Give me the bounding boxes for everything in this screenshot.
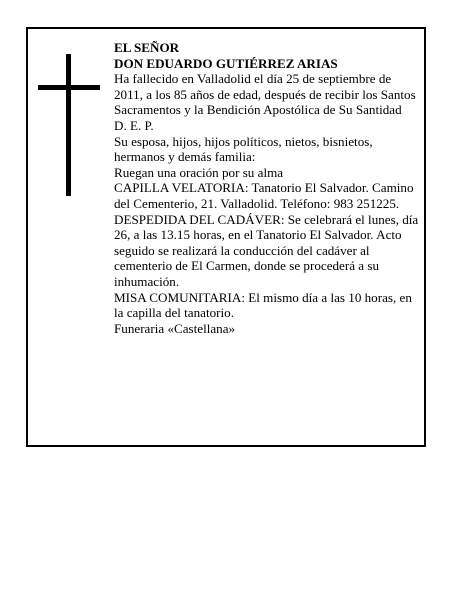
obituary-notice (26, 27, 426, 447)
prayer-request: Ruegan una oración por su alma (114, 164, 284, 180)
farewell-info: DESPEDIDA DEL CADÁVER: Se celebrará el lunes, día 26, a las 13.15 horas, en el Tanatorio El Salvador. Acto seguido se realizará la conducción del cadáver al cementerio de El Carmen, donde se procederá a su inhumación. (114, 211, 419, 289)
funeral-home: Funeraria «Castellana» (114, 320, 236, 336)
cross-icon-horizontal-bar (38, 85, 100, 90)
chapel-info: CAPILLA VELATORIA: Tanatorio El Salvador. Camino del Cementerio, 21. Valladolid. Teléfono: 983 251225. (114, 180, 414, 211)
obituary-text (114, 40, 422, 336)
mass-info: MISA COMUNITARIA: El mismo día a las 10 horas, en la capilla del tanatorio. (114, 289, 412, 321)
deceased-name: DON EDUARDO GUTIÉRREZ ARIAS (114, 55, 338, 71)
death-announcement: Ha fallecido en Valladolid el día 25 de septiembre de 2011, a los 85 años de edad, después de recibir los Santos Sacramentos y la Bendición Apostólica de Su Santidad (114, 71, 416, 118)
rip-abbreviation: D. E. P. (114, 117, 154, 133)
cross-icon-vertical-bar (66, 54, 71, 196)
family-list: Su esposa, hijos, hijos políticos, nietos, bisnietos, hermanos y demás familia: (114, 133, 373, 165)
heading-title: EL SEÑOR (114, 40, 180, 55)
